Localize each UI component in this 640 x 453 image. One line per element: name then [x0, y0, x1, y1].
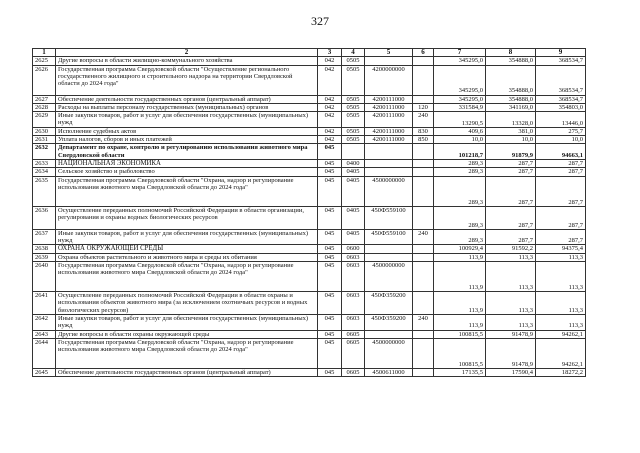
department-code: 045 — [318, 292, 342, 315]
amount-col-7: 289,3 — [434, 168, 486, 176]
amount-col-7: 17135,5 — [434, 369, 486, 377]
section-code: 0605 — [342, 338, 365, 368]
target-article-code — [365, 330, 413, 338]
row-number: 2637 — [33, 229, 56, 245]
target-article-code: 4200111000 — [365, 103, 413, 111]
section-code: 0603 — [342, 315, 365, 331]
target-article-code: 4500000000 — [365, 261, 413, 291]
amount-col-8: 91478,9 — [486, 330, 536, 338]
expense-type-code — [413, 245, 434, 253]
amount-col-7: 289,3 — [434, 229, 486, 245]
amount-col-7: 345295,0 — [434, 65, 486, 95]
department-code: 045 — [318, 144, 342, 160]
row-number: 2643 — [33, 330, 56, 338]
target-article-code: 4200111000 — [365, 127, 413, 135]
row-name: Департамент по охране, контролю и регулированию использования животного мира Свердловской области — [56, 144, 318, 160]
table-row — [33, 338, 586, 368]
target-article-code — [365, 168, 413, 176]
department-code: 045 — [318, 261, 342, 291]
amount-col-7: 289,3 — [434, 160, 486, 168]
department-code: 045 — [318, 330, 342, 338]
amount-col-9: 287,7 — [536, 206, 586, 229]
table-row — [33, 144, 586, 160]
table-row — [33, 112, 586, 128]
budget-table — [32, 48, 586, 377]
row-name: Исполнение судебных актов — [56, 127, 318, 135]
department-code: 042 — [318, 136, 342, 144]
amount-col-9: 113,3 — [536, 292, 586, 315]
amount-col-7: 345295,0 — [434, 95, 486, 103]
row-name: Осуществление переданных полномочий Российской Федерации в области организации, регулирования и охраны водных биологических ресурсов — [56, 206, 318, 229]
row-number: 2640 — [33, 261, 56, 291]
amount-col-7: 113,9 — [434, 261, 486, 291]
target-article-code: 4500000000 — [365, 338, 413, 368]
section-code: 0405 — [342, 229, 365, 245]
expense-type-code: 240 — [413, 315, 434, 331]
column-header: 1 — [33, 49, 56, 57]
target-article-code: 4200111000 — [365, 95, 413, 103]
amount-col-9: 354803,0 — [536, 103, 586, 111]
table-row — [33, 127, 586, 135]
row-name: Другие вопросы в области жилищно-коммунального хозяйства — [56, 57, 318, 65]
section-code: 0505 — [342, 112, 365, 128]
row-name: Обеспечение деятельности государственных органов (центральный аппарат) — [56, 95, 318, 103]
row-name: ОХРАНА ОКРУЖАЮЩЕЙ СРЕДЫ — [56, 245, 318, 253]
amount-col-8: 113,3 — [486, 315, 536, 331]
section-code: 0605 — [342, 369, 365, 377]
table-row — [33, 292, 586, 315]
amount-col-7: 113,9 — [434, 253, 486, 261]
table-body — [33, 49, 586, 377]
amount-col-8: 287,7 — [486, 160, 536, 168]
amount-col-8: 113,3 — [486, 261, 536, 291]
amount-col-8: 113,3 — [486, 292, 536, 315]
section-code: 0603 — [342, 253, 365, 261]
expense-type-code — [413, 176, 434, 206]
target-article-code — [365, 144, 413, 160]
table-row — [33, 176, 586, 206]
column-header: 6 — [413, 49, 434, 57]
amount-col-8: 91478,9 — [486, 338, 536, 368]
target-article-code: 4500611000 — [365, 369, 413, 377]
row-number: 2630 — [33, 127, 56, 135]
row-name: Иные закупки товаров, работ и услуг для обеспечения государственных (муниципальных) нужд — [56, 315, 318, 331]
department-code: 042 — [318, 127, 342, 135]
table-row — [33, 369, 586, 377]
table-row — [33, 103, 586, 111]
row-number: 2631 — [33, 136, 56, 144]
column-header: 5 — [365, 49, 413, 57]
expense-type-code — [413, 369, 434, 377]
department-code: 045 — [318, 176, 342, 206]
amount-col-8: 91879,9 — [486, 144, 536, 160]
amount-col-9: 94262,1 — [536, 338, 586, 368]
section-code: 0600 — [342, 245, 365, 253]
expense-type-code — [413, 206, 434, 229]
expense-type-code — [413, 95, 434, 103]
table-row — [33, 160, 586, 168]
row-number: 2638 — [33, 245, 56, 253]
row-name: Государственная программа Свердловской области "Охрана, надзор и регулирование использования животного мира Свердловской области до 2024 года" — [56, 261, 318, 291]
table-row — [33, 206, 586, 229]
section-code: 0405 — [342, 168, 365, 176]
row-number: 2635 — [33, 176, 56, 206]
amount-col-9: 113,3 — [536, 315, 586, 331]
amount-col-7: 289,3 — [434, 176, 486, 206]
section-code: 0505 — [342, 103, 365, 111]
section-code: 0505 — [342, 95, 365, 103]
expense-type-code — [413, 292, 434, 315]
column-header: 4 — [342, 49, 365, 57]
row-name: Сельское хозяйство и рыболовство — [56, 168, 318, 176]
department-code: 045 — [318, 168, 342, 176]
target-article-code — [365, 57, 413, 65]
department-code: 042 — [318, 103, 342, 111]
amount-col-7: 289,3 — [434, 206, 486, 229]
section-code: 0603 — [342, 261, 365, 291]
amount-col-7: 101218,7 — [434, 144, 486, 160]
amount-col-7: 13290,5 — [434, 112, 486, 128]
amount-col-9: 94375,4 — [536, 245, 586, 253]
amount-col-9: 94262,1 — [536, 330, 586, 338]
target-article-code — [365, 253, 413, 261]
section-code: 0405 — [342, 176, 365, 206]
amount-col-8: 287,7 — [486, 168, 536, 176]
department-code: 045 — [318, 338, 342, 368]
department-code: 045 — [318, 245, 342, 253]
department-code: 042 — [318, 95, 342, 103]
row-name: Обеспечение деятельности государственных органов (центральный аппарат) — [56, 369, 318, 377]
amount-col-7: 409,6 — [434, 127, 486, 135]
row-number: 2627 — [33, 95, 56, 103]
target-article-code: 450Ф559100 — [365, 229, 413, 245]
table-row — [33, 136, 586, 144]
amount-col-7: 100815,5 — [434, 330, 486, 338]
amount-col-7: 345295,0 — [434, 57, 486, 65]
expense-type-code — [413, 261, 434, 291]
amount-col-9: 368534,7 — [536, 95, 586, 103]
target-article-code — [365, 245, 413, 253]
row-name: Осуществление переданных полномочий Российской Федерации в области охраны и использования объектов животного мира (за исключением охотничьих ресурсов и водных биологических ресурсов) — [56, 292, 318, 315]
amount-col-8: 113,3 — [486, 253, 536, 261]
expense-type-code — [413, 338, 434, 368]
expense-type-code — [413, 330, 434, 338]
department-code: 045 — [318, 160, 342, 168]
section-code: 0505 — [342, 65, 365, 95]
row-number: 2633 — [33, 160, 56, 168]
amount-col-9: 18272,2 — [536, 369, 586, 377]
department-code: 042 — [318, 112, 342, 128]
amount-col-8: 381,0 — [486, 127, 536, 135]
section-code: 0505 — [342, 127, 365, 135]
target-article-code: 450Ф559100 — [365, 206, 413, 229]
row-number: 2644 — [33, 338, 56, 368]
amount-col-9: 287,7 — [536, 229, 586, 245]
target-article-code: 450Ф359200 — [365, 315, 413, 331]
expense-type-code — [413, 57, 434, 65]
row-name: НАЦИОНАЛЬНАЯ ЭКОНОМИКА — [56, 160, 318, 168]
table-row — [33, 57, 586, 65]
row-number: 2625 — [33, 57, 56, 65]
expense-type-code — [413, 253, 434, 261]
table-row — [33, 330, 586, 338]
amount-col-9: 368534,7 — [536, 57, 586, 65]
expense-type-code — [413, 144, 434, 160]
row-name: Государственная программа Свердловской области "Охрана, надзор и регулирование использования животного мира Свердловской области до 2024 года" — [56, 338, 318, 368]
department-code: 045 — [318, 369, 342, 377]
column-header: 3 — [318, 49, 342, 57]
amount-col-9: 94663,1 — [536, 144, 586, 160]
expense-type-code — [413, 65, 434, 95]
row-number: 2632 — [33, 144, 56, 160]
amount-col-9: 287,7 — [536, 160, 586, 168]
section-code: 0603 — [342, 292, 365, 315]
amount-col-9: 113,3 — [536, 253, 586, 261]
row-number: 2641 — [33, 292, 56, 315]
row-number: 2628 — [33, 103, 56, 111]
table-row — [33, 168, 586, 176]
amount-col-7: 113,9 — [434, 292, 486, 315]
amount-col-9: 368534,7 — [536, 65, 586, 95]
amount-col-7: 331584,9 — [434, 103, 486, 111]
table-row — [33, 261, 586, 291]
row-number: 2629 — [33, 112, 56, 128]
row-name: Иные закупки товаров, работ и услуг для обеспечения государственных (муниципальных) нужд — [56, 229, 318, 245]
column-header: 2 — [56, 49, 318, 57]
column-header: 9 — [536, 49, 586, 57]
target-article-code: 4200111000 — [365, 136, 413, 144]
section-code: 0505 — [342, 57, 365, 65]
row-name: Уплата налогов, сборов и иных платежей — [56, 136, 318, 144]
expense-type-code: 240 — [413, 229, 434, 245]
amount-col-8: 287,7 — [486, 229, 536, 245]
table-row — [33, 315, 586, 331]
row-name: Государственная программа Свердловской области "Охрана, надзор и регулирование использования животного мира Свердловской области до 2024 года" — [56, 176, 318, 206]
amount-col-7: 100929,4 — [434, 245, 486, 253]
table-row — [33, 229, 586, 245]
amount-col-7: 10,0 — [434, 136, 486, 144]
table-row — [33, 95, 586, 103]
department-code: 042 — [318, 57, 342, 65]
amount-col-7: 113,9 — [434, 315, 486, 331]
department-code: 045 — [318, 229, 342, 245]
amount-col-8: 13328,0 — [486, 112, 536, 128]
target-article-code — [365, 160, 413, 168]
amount-col-8: 287,7 — [486, 176, 536, 206]
target-article-code: 450Ф359200 — [365, 292, 413, 315]
amount-col-8: 17590,4 — [486, 369, 536, 377]
table-row — [33, 253, 586, 261]
amount-col-8: 10,0 — [486, 136, 536, 144]
amount-col-9: 13446,0 — [536, 112, 586, 128]
row-number: 2645 — [33, 369, 56, 377]
expense-type-code — [413, 168, 434, 176]
section-code — [342, 144, 365, 160]
amount-col-9: 287,7 — [536, 168, 586, 176]
section-code: 0605 — [342, 330, 365, 338]
amount-col-8: 287,7 — [486, 206, 536, 229]
department-code: 045 — [318, 206, 342, 229]
amount-col-9: 113,3 — [536, 261, 586, 291]
row-number: 2626 — [33, 65, 56, 95]
section-code: 0400 — [342, 160, 365, 168]
amount-col-8: 354888,0 — [486, 65, 536, 95]
page-number: 327 — [311, 14, 329, 28]
expense-type-code: 830 — [413, 127, 434, 135]
row-name: Другие вопросы в области охраны окружающей среды — [56, 330, 318, 338]
amount-col-8: 354888,0 — [486, 95, 536, 103]
section-code: 0405 — [342, 206, 365, 229]
row-number: 2642 — [33, 315, 56, 331]
column-header: 8 — [486, 49, 536, 57]
expense-type-code — [413, 160, 434, 168]
amount-col-9: 275,7 — [536, 127, 586, 135]
expense-type-code: 240 — [413, 112, 434, 128]
expense-type-code: 850 — [413, 136, 434, 144]
row-name: Государственная программа Свердловской области "Осуществление регионального государственного жилищного и строительного надзора на территории Свердловской области до 2024 года" — [56, 65, 318, 95]
table-row — [33, 65, 586, 95]
department-code: 045 — [318, 315, 342, 331]
department-code: 045 — [318, 253, 342, 261]
amount-col-9: 10,0 — [536, 136, 586, 144]
table-header-row — [33, 49, 586, 57]
row-name: Иные закупки товаров, работ и услуг для обеспечения государственных (муниципальных) нужд — [56, 112, 318, 128]
table-row — [33, 245, 586, 253]
amount-col-9: 287,7 — [536, 176, 586, 206]
target-article-code: 4200111000 — [365, 112, 413, 128]
section-code: 0505 — [342, 136, 365, 144]
expense-type-code: 120 — [413, 103, 434, 111]
amount-col-8: 91592,2 — [486, 245, 536, 253]
column-header: 7 — [434, 49, 486, 57]
row-name: Расходы на выплаты персоналу государственных (муниципальных) органов — [56, 103, 318, 111]
amount-col-7: 100815,5 — [434, 338, 486, 368]
row-number: 2634 — [33, 168, 56, 176]
row-number: 2639 — [33, 253, 56, 261]
row-number: 2636 — [33, 206, 56, 229]
target-article-code: 4200000000 — [365, 65, 413, 95]
target-article-code: 4500000000 — [365, 176, 413, 206]
department-code: 042 — [318, 65, 342, 95]
amount-col-8: 341169,0 — [486, 103, 536, 111]
amount-col-8: 354888,0 — [486, 57, 536, 65]
row-name: Охрана объектов растительного и животного мира и среды их обитания — [56, 253, 318, 261]
